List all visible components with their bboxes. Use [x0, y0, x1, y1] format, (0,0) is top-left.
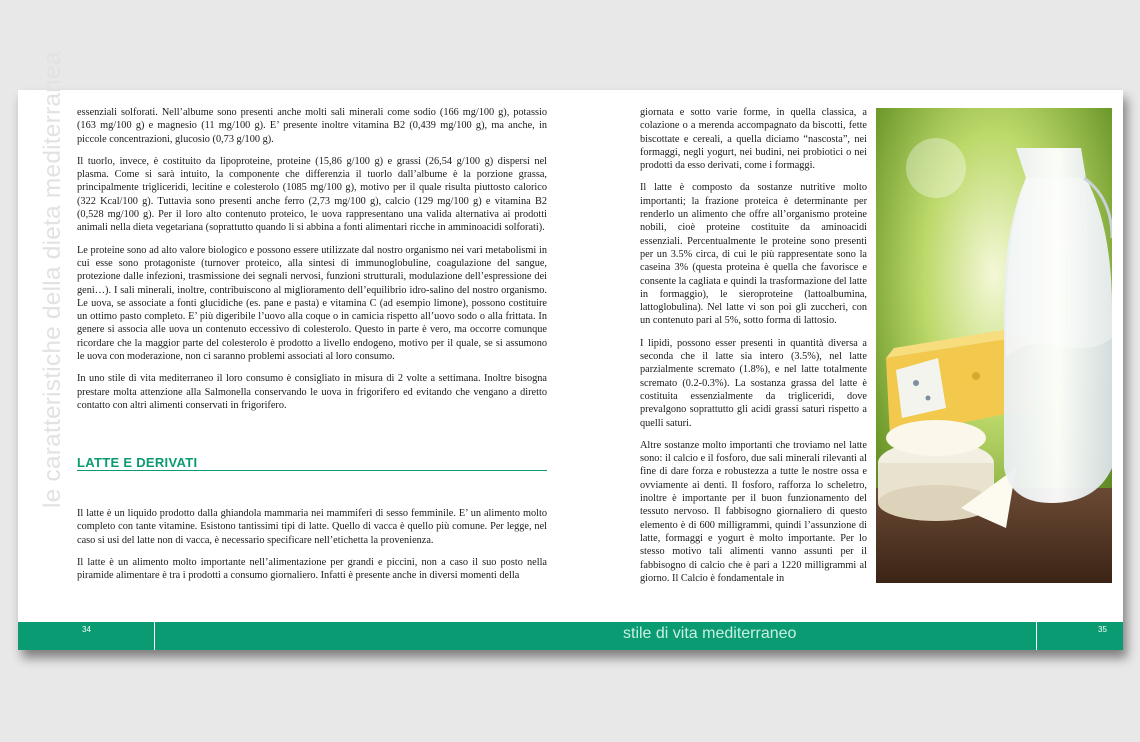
paragraph: I lipidi, possono esser presenti in quantità diversa a seconda che il latte sia intero (3.5%), nel latte parzialmente scremato (1.8%), e nel latte totalmente scremato (0.2-0.3%). La sostanza grassa del latte è costituita essenzialmente da trigliceridi, dove prevalgono soprattutto gli acidi grassi saturi rispetto a quelli saturi. [640, 337, 867, 429]
chapter-title-text: le caratteristiche della dieta mediterranea [39, 51, 66, 508]
milk-cheese-illustration [876, 108, 1112, 583]
paragraph: Il latte è un liquido prodotto dalla ghiandola mammaria nei mammiferi di sesso femminile. E’ un alimento molto completo con tante vitamine. Esistono tantissimi tipi di latte. Quello di vacca è quello più comune. Per legge, nel caso si usi del latte non di vacca, è necessario specificare nell’etichetta la provenienza. [77, 508, 547, 546]
paragraph: Il latte è un alimento molto importante nell’alimentazione per grandi e piccini, non a caso il suo posto nella piramide alimentare è tra i prodotti a consumo giornaliero. Infatti è presente anche in diversi momenti della [77, 556, 547, 582]
vertical-chapter-title [38, 51, 78, 516]
paragraph: giornata e sotto varie forme, in quella classica, a colazione o a merenda accompagnato da biscotti, fette biscottate e cereali, a quella diciamo “nascosta”, nei formaggi, negli yogurt, nei budini, nei probiotici o nei prodotti da esso derivati, come i formaggi. [640, 107, 867, 172]
footer-divider [154, 622, 155, 650]
page-number-right: 35 [1098, 625, 1107, 634]
section-heading [77, 454, 547, 471]
paragraph: essenziali solforati. Nell’albume sono presenti anche molti sali minerali come sodio (166 mg/100 g), potassio (163 mg/100 g) e magnesio (11 mg/100 g). E’ presente inoltre vitamina B2 (0,439 mg/100 g), ma anche, in piccole concentrazioni, glucosio (0,73 g/100 g). [77, 107, 547, 145]
running-title: stile di vita mediterraneo [623, 625, 797, 642]
milk-cheese-photo [876, 108, 1112, 583]
section-heading-text: LATTE E DERIVATI [77, 455, 198, 470]
page-number-left: 34 [82, 625, 91, 634]
section-body [77, 507, 547, 591]
left-page-body [77, 106, 547, 421]
paragraph: Altre sostanze molto importanti che troviamo nel latte sono: il calcio e il fosforo, due sali minerali rilevanti al fine di dare forza e robustezza a tutte le nostre ossa e ovviamente ai denti. Il fosforo, rafforza lo scheletro, inoltre è importante per il buon funzionamento del tessuto nervoso. Il fabbisogno giornaliero di questo elemento è di 600 milligrammi, quindi l’assunzione di latte, formaggi e yogurt è molto importante. Per lo stesso motivo tali alimenti vanno assunti per il fabbisogno di calcio che è pari a 1220 milligrammi al giorno. Il Calcio è fondamentale in [640, 439, 867, 584]
paragraph: Il tuorlo, invece, è costituito da lipoproteine, proteine (15,86 g/100 g) e grassi (26,54 g/100 g) dispersi nel plasma. Come si sarà intuito, la componente che differenzia il tuorlo dall’albume è la porzione grassa, principalmente trigliceridi, lecitine e colesterolo (1085 mg/100 g), motivo per il quale risulta piuttosto calorico (322 Kcal/100 g). Tuttavia sono presenti anche ferro (2,73 mg/100 g), calcio (129 mg/100 g) e vitamina B2 (0,528 mg/100 g). Per il loro alto contenuto proteico, le uova rappresentano una valida alternativa ai prodotti animali nella dieta vegetariana (soprattutto quando li si abbina a fonti alimentari ricche in amminoacidi solforati). [77, 155, 547, 234]
footer-divider [1036, 622, 1037, 650]
paragraph: Il latte è composto da sostanze nutritive molto importanti; la frazione proteica è determinante per renderlo un alimento che offre all’organismo proteine nobili, cioè proteine costituite da aminoacidi essenziali. Percentualmente le proteine sono presenti per un 3.5% circa, di cui le più rappresentate sono la caseina 3% (questa proteina è quella che favorisce e consente la cagliata e quindi la trasformazione del latte in formaggio), le sieroproteine (lattoalbumina, lattoglobulina). Nel latte vi son poi gli zuccheri, con un contenuto pari al 5%, sotto forma di lattosio. [640, 182, 867, 327]
paragraph: In uno stile di vita mediterraneo il loro consumo è consigliato in misura di 2 volte a settimana. Inoltre bisogna prestare molta attenzione alla Salmonella conservando le uova in frigorifero ed evitando che vengano a diretto contatto con altri alimenti conservati in frigorifero. [77, 373, 547, 411]
right-page-body [640, 106, 867, 594]
paragraph: Le proteine sono ad alto valore biologico e possono essere utilizzate dal nostro organismo nei vari metabolismi in cui esse sono protagoniste (turnover proteico, alla sintesi di immunoglobuline, coagulazione del sangue, protezione dalle infezioni, trasmissione dei segnali nervosi, funzioni strutturali, modulazione dell’espressione dei geni…). I sali minerali, inoltre, contribuiscono al miglioramento dell’equilibrio idro-salino del nostro organismo. Le uova, se associate a fonti glucidiche (es. pane e pasta) e vitamina C (ad esempio limone), possono costituire un ottimo pasto completo. E’ più digeribile l’uovo alla coque o in camicia rispetto all’uovo sodo o alla frittata. In genere si associa alle uova un contenuto eccessivo di colesterolo. Questo in parte è vero, ma occorre comunque ricordare che la maggior parte del colesterolo è prodotto a livello endogeno, motivo per il quale, se si assumono le uova con moderazione, non ci saranno problemi associati al loro consumo. [77, 244, 547, 363]
page-footer-bar [18, 622, 1123, 650]
